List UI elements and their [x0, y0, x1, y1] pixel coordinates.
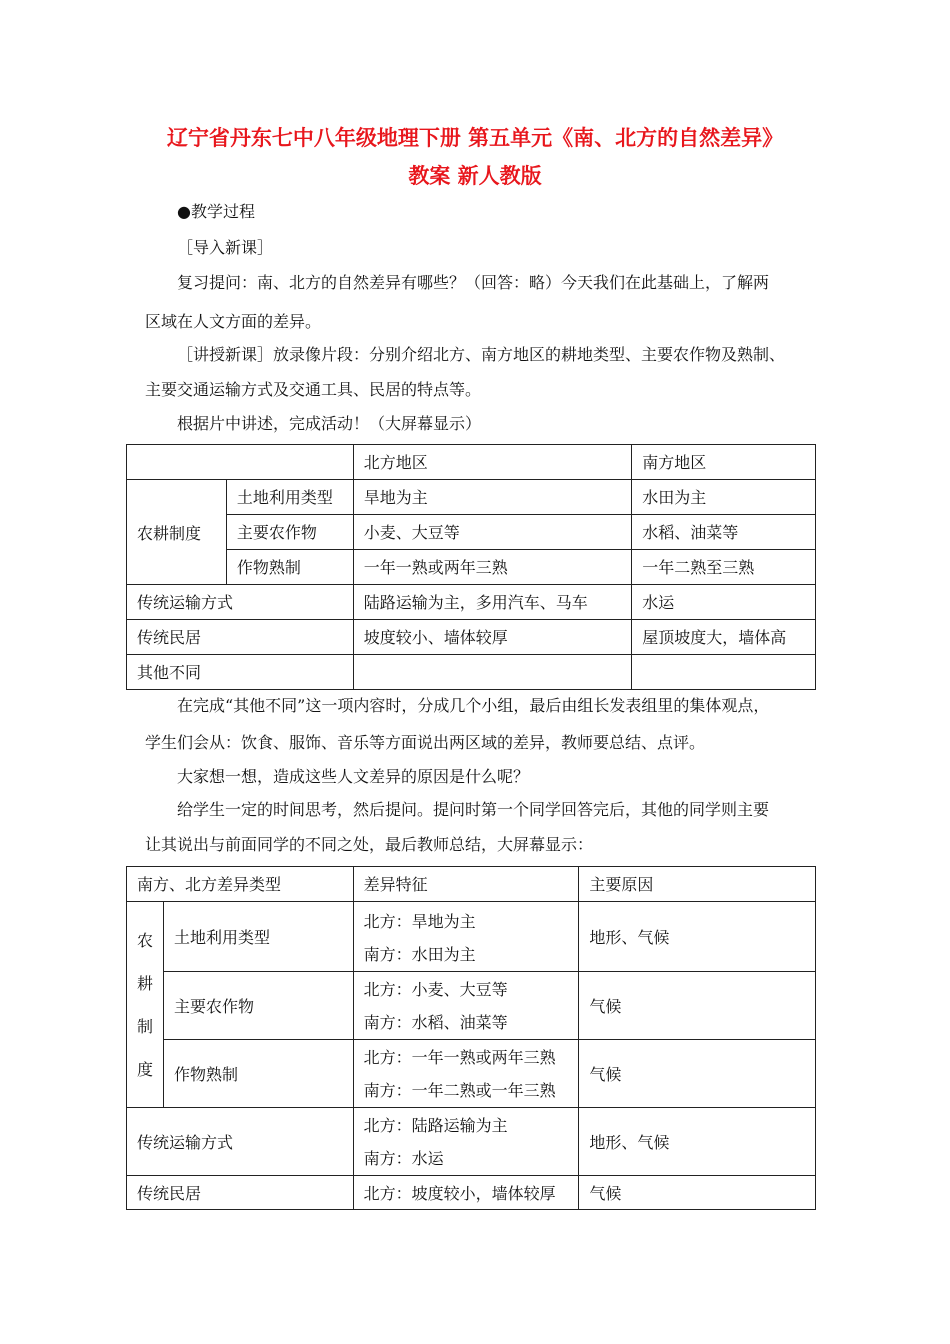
thinking-line2: 让其说出与前面同学的不同之处，最后教师总结，大屏幕显示：	[145, 835, 594, 854]
feature-north: 北方：小麦、大豆等	[363, 980, 508, 999]
table-row	[127, 585, 816, 620]
table-cell: 水运	[632, 585, 816, 620]
row-label-cell: 其他不同	[127, 655, 354, 690]
feature-north: 北方：旱地为主	[363, 912, 476, 931]
group-char: 制	[136, 1016, 153, 1036]
row-label-cell: 传统民居	[127, 620, 354, 655]
table-row	[127, 902, 816, 972]
table-row	[127, 655, 816, 690]
table-header-cell: 主要原因	[579, 867, 816, 902]
table-cell: 一年一熟或两年三熟	[353, 550, 632, 585]
row-label-cell: 作物熟制	[163, 1040, 353, 1108]
table-header-cell: 南方、北方差异类型	[127, 867, 354, 902]
table-row	[127, 480, 816, 515]
reason-cell: 气候	[579, 972, 816, 1040]
row-label-cell: 传统民居	[127, 1176, 354, 1210]
table-header-cell: 南方地区	[632, 445, 816, 480]
feature-north: 北方：陆路运输为主	[363, 1116, 508, 1135]
feature-south: 南方：水运	[363, 1149, 444, 1168]
row-label-cell: 传统运输方式	[127, 1108, 354, 1176]
reason-table	[126, 866, 816, 1210]
feature-north: 北方：一年一熟或两年三熟	[363, 1048, 556, 1067]
table-cell	[353, 655, 632, 690]
table-header-cell	[127, 445, 354, 480]
row-label-cell: 作物熟制	[226, 550, 353, 585]
feature-cell	[353, 1108, 579, 1176]
review-line2: 区域在人文方面的差异。	[145, 312, 322, 331]
table-row	[127, 972, 816, 1040]
table-cell: 小麦、大豆等	[353, 515, 632, 550]
section-heading: ●教学过程	[177, 202, 255, 221]
intro-heading: ［导入新课］	[177, 238, 274, 257]
activity-prompt: 根据片中讲述，完成活动！（大屏幕显示）	[177, 414, 482, 433]
feature-south: 南方：一年二熟或一年三熟	[363, 1081, 556, 1100]
row-label-cell: 传统运输方式	[127, 585, 354, 620]
reason-cell: 地形、气候	[579, 902, 816, 972]
group-label-vertical	[127, 902, 164, 1108]
row-label-cell: 土地利用类型	[226, 480, 353, 515]
group-char: 度	[136, 1059, 153, 1079]
group-work-line1: 在完成“其他不同”这一项内容时，分成几个小组，最后由组长发表组里的集体观点，	[177, 696, 770, 715]
feature-cell	[353, 1040, 579, 1108]
table-cell: 陆路运输为主，多用汽车、马车	[353, 585, 632, 620]
table-row	[127, 1040, 816, 1108]
table-header-row	[127, 867, 816, 902]
table-cell: 旱地为主	[353, 480, 632, 515]
reason-cell: 地形、气候	[579, 1108, 816, 1176]
review-line1: 复习提问：南、北方的自然差异有哪些？（回答：略）今天我们在此基础上，了解两	[177, 273, 770, 292]
table-header-cell: 北方地区	[353, 445, 632, 480]
table-cell: 屋顶坡度大，墙体高	[632, 620, 816, 655]
question-text: 大家想一想，造成这些人文差异的原因是什么呢？	[177, 767, 530, 786]
table-cell	[632, 655, 816, 690]
feature-south: 南方：水稻、油菜等	[363, 1013, 508, 1032]
table-row	[127, 1176, 816, 1210]
reason-cell: 气候	[579, 1040, 816, 1108]
reason-cell: 气候	[579, 1176, 816, 1210]
group-label-cell: 农耕制度	[127, 480, 227, 585]
feature-cell	[353, 972, 579, 1040]
table-row	[127, 1108, 816, 1176]
lecture-line1: ［讲授新课］放录像片段：分别介绍北方、南方地区的耕地类型、主要农作物及熟制、	[177, 345, 786, 364]
table-cell: 坡度较小、墙体较厚	[353, 620, 632, 655]
table-row	[127, 515, 816, 550]
group-char: 农	[136, 930, 153, 950]
document-title-line2: 教案 新人教版	[408, 163, 542, 188]
feature-cell: 北方：坡度较小，墙体较厚	[353, 1176, 579, 1210]
table-cell: 水田为主	[632, 480, 816, 515]
row-label-cell: 土地利用类型	[163, 902, 353, 972]
table-cell: 水稻、油菜等	[632, 515, 816, 550]
table-cell: 一年二熟至三熟	[632, 550, 816, 585]
thinking-line1: 给学生一定的时间思考，然后提问。提问时第一个同学回答完后，其他的同学则主要	[177, 800, 770, 819]
table-header-cell: 差异特征	[353, 867, 579, 902]
table-header-row	[127, 445, 816, 480]
document-title-line1: 辽宁省丹东七中八年级地理下册 第五单元《南、北方的自然差异》	[166, 125, 784, 150]
row-label-cell: 主要农作物	[226, 515, 353, 550]
feature-south: 南方：水田为主	[363, 945, 476, 964]
feature-cell	[353, 902, 579, 972]
group-work-line2: 学生们会从：饮食、服饰、音乐等方面说出两区域的差异，教师要总结、点评。	[145, 733, 706, 752]
lecture-line2: 主要交通运输方式及交通工具、民居的特点等。	[145, 380, 482, 399]
table-row	[127, 620, 816, 655]
table-row	[127, 550, 816, 585]
row-label-cell: 主要农作物	[163, 972, 353, 1040]
comparison-table	[126, 444, 816, 690]
group-char: 耕	[136, 973, 153, 993]
